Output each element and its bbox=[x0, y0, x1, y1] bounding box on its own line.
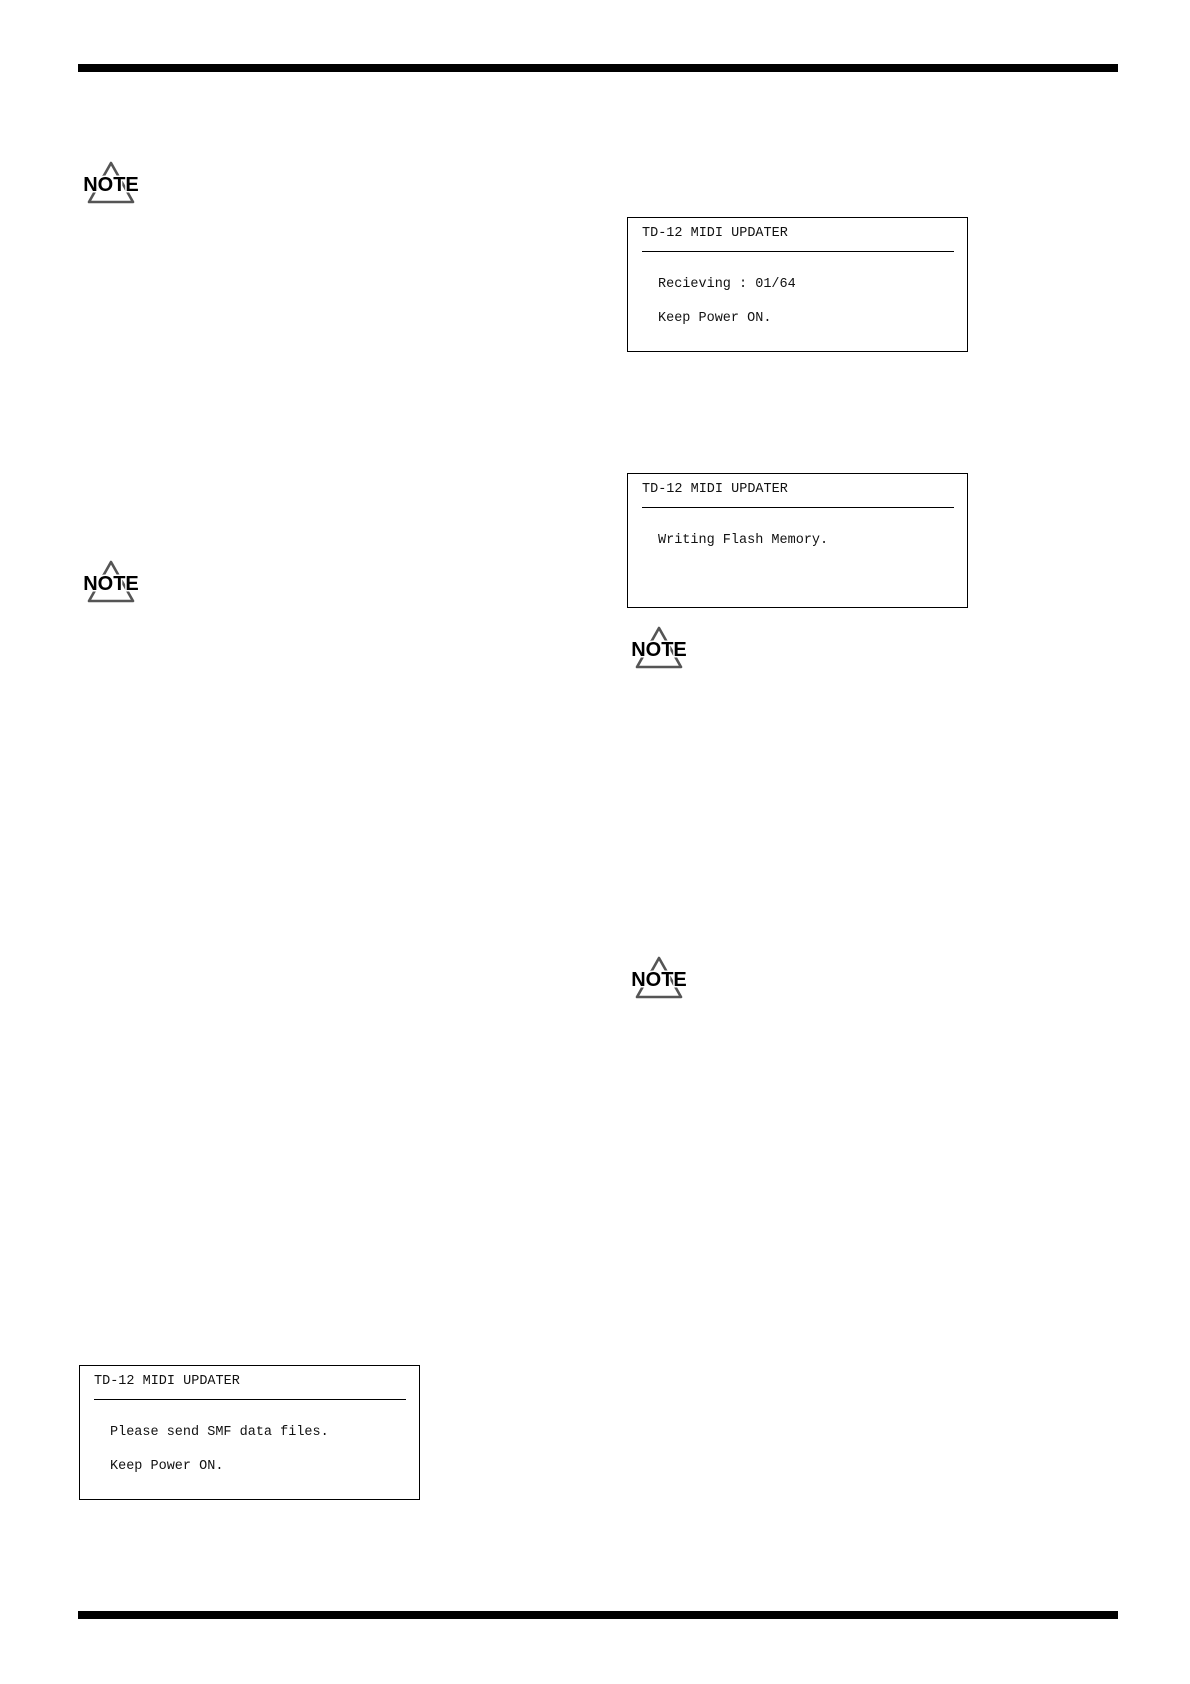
lcd-screen-receiving bbox=[627, 217, 968, 352]
lcd-power-warning: Keep Power ON. bbox=[658, 311, 772, 326]
note-icon bbox=[630, 626, 688, 670]
note-icon bbox=[630, 956, 688, 1000]
note-icon bbox=[82, 560, 140, 604]
svg-text:NOTE: NOTE bbox=[631, 639, 687, 661]
svg-text:NOTE: NOTE bbox=[83, 573, 139, 595]
lcd-screen-send-smf bbox=[79, 1365, 420, 1500]
header-rule bbox=[78, 64, 1118, 72]
lcd-title: TD-12 MIDI UPDATER bbox=[642, 482, 788, 497]
lcd-status-text: Please send SMF data files. bbox=[110, 1425, 329, 1440]
lcd-screen-writing bbox=[627, 473, 968, 608]
footer-rule bbox=[78, 1611, 1118, 1619]
note-icon bbox=[82, 161, 140, 205]
svg-text:NOTE: NOTE bbox=[83, 174, 139, 196]
svg-text:NOTE: NOTE bbox=[631, 969, 687, 991]
lcd-title: TD-12 MIDI UPDATER bbox=[94, 1374, 240, 1389]
lcd-status-text: Writing Flash Memory. bbox=[658, 533, 829, 548]
lcd-divider bbox=[94, 1399, 406, 1400]
lcd-power-warning: Keep Power ON. bbox=[110, 1459, 224, 1474]
lcd-divider bbox=[642, 507, 954, 508]
lcd-status-text: Recieving : 01/64 bbox=[658, 277, 796, 292]
lcd-divider bbox=[642, 251, 954, 252]
lcd-title: TD-12 MIDI UPDATER bbox=[642, 226, 788, 241]
